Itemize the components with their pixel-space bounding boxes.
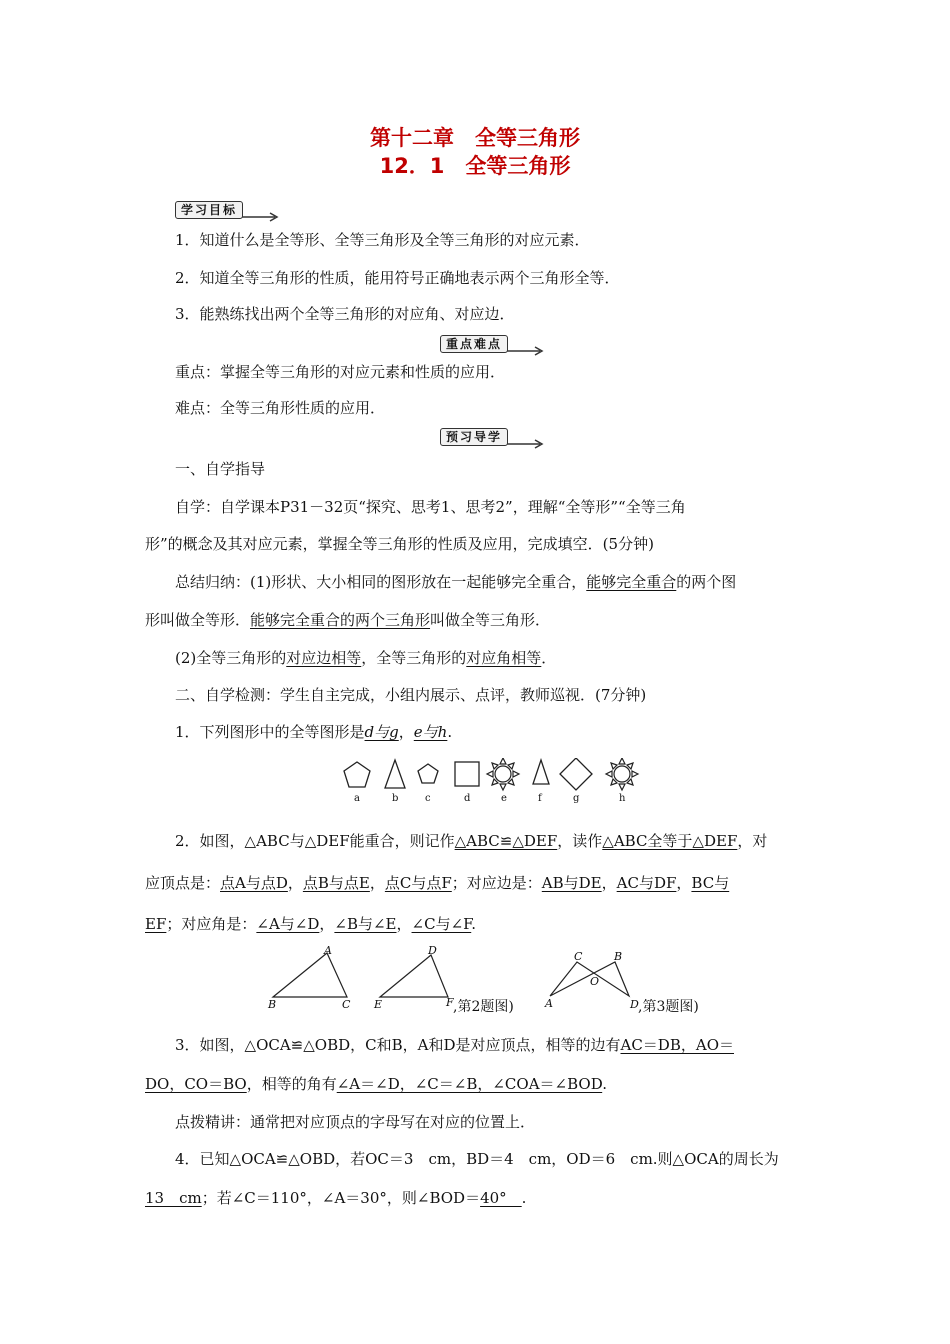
q3-answer: DO，CO＝BO: [145, 1075, 247, 1093]
triangle-shape: [385, 760, 405, 788]
sun-shape: [487, 758, 519, 790]
q2-answer: 点A与点D: [220, 874, 288, 892]
q2-answer: △ABC全等于△DEF: [602, 832, 738, 850]
property-answer-2: 对应角相等: [466, 649, 542, 667]
fig3-label-d: D: [630, 998, 639, 1011]
goal-1: 1．知道什么是全等形、全等三角形及全等三角形的对应元素．: [175, 231, 590, 249]
goal-2: 2．知道全等三角形的性质，能用符号正确地表示两个三角形全等．: [175, 269, 620, 287]
property-text: (2)全等三角形的: [175, 649, 287, 667]
q2-answer: AC与DF: [616, 874, 677, 892]
fig2-label-a: A: [324, 944, 332, 957]
q4-text: .: [521, 1189, 527, 1207]
summary-answer-1: 能够完全重合: [586, 573, 677, 591]
pentagon-shape: [344, 762, 370, 787]
self-study-line2: 形”的概念及其对应元素，掌握全等三角形的性质及应用，完成填空．(5分钟): [145, 535, 654, 553]
fig3-caption: ,第3题图): [638, 999, 699, 1015]
q2-text: ，对: [737, 832, 768, 850]
small-pentagon-shape: [418, 764, 438, 783]
q2-text: ，: [676, 874, 692, 892]
q2-text: ；对应角是：: [166, 915, 257, 933]
property-text: ，全等三角形的: [361, 649, 467, 667]
chapter-title: 第十二章 全等三角形: [370, 126, 580, 150]
triangle-def: [380, 955, 448, 997]
fig3-label-c: C: [574, 950, 583, 963]
fig2-caption: ,第2题图): [453, 999, 514, 1015]
summary-line1: [175, 571, 736, 592]
q1-answer-1: d与g: [364, 723, 399, 741]
part2-heading: 二、自学检测：学生自主完成，小组内展示、点评，教师巡视．(7分钟): [175, 686, 647, 704]
preview-badge: [440, 428, 550, 448]
fig2-label-d: D: [428, 944, 437, 957]
property-line: [175, 647, 556, 668]
fig2-label-f: F: [446, 996, 454, 1009]
q2-text: 2．如图，△ABC与△DEF能重合，则记作: [175, 832, 455, 850]
q3-text: ，相等的角有: [246, 1075, 337, 1093]
q1-text: 1．下列图形中的全等图形是: [175, 723, 365, 741]
question-2-line1: [175, 830, 767, 851]
q1-text: ，: [398, 723, 414, 741]
q2-answer: ∠A与∠D: [256, 915, 320, 933]
q2-text: ，: [369, 874, 385, 892]
property-answer-1: 对应边相等: [286, 649, 362, 667]
q3-answer: ∠A＝∠D，∠C＝∠B，∠COA＝∠BOD: [336, 1075, 603, 1093]
goals-badge: [175, 201, 280, 221]
shape-label-f: f: [538, 793, 542, 804]
q2-text: ；对应边是：: [451, 874, 542, 892]
shape-label-d: d: [464, 793, 471, 804]
property-text: ．: [541, 649, 557, 667]
section-title: 12．1 全等三角形: [379, 154, 571, 178]
shapes-figure: [340, 758, 645, 793]
q4-answer: 40°: [480, 1189, 522, 1207]
question-3-line1: [175, 1034, 734, 1055]
shape-label-c: c: [425, 793, 431, 804]
question-4-line1: 4．已知△OCA≌△OBD，若OC＝3 cm，BD＝4 cm，OD＝6 cm.则△OCA的周长为: [175, 1150, 779, 1168]
q2-answer: ∠C与∠F: [411, 915, 472, 933]
square-shape: [455, 762, 479, 786]
key-points-badge-label: 重点难点: [440, 335, 508, 353]
small-triangle-shape: [533, 760, 549, 784]
question-1: [175, 721, 452, 742]
q4-answer: 13 cm: [145, 1189, 202, 1207]
key-points-badge: [440, 335, 550, 355]
fig2-label-e: E: [374, 998, 383, 1011]
shape-label-g: g: [573, 793, 580, 804]
fig2-label-b: B: [268, 998, 277, 1011]
summary-line2: [145, 609, 550, 630]
fig2-label-c: C: [342, 998, 351, 1011]
preview-badge-label: 预习导学: [440, 428, 508, 446]
goals-badge-label: 学习目标: [175, 201, 243, 219]
shape-label-a: a: [354, 793, 360, 804]
question-4-line2: [145, 1187, 526, 1208]
q4-text: ；若∠C＝110°，∠A＝30°，则∠BOD＝: [201, 1189, 481, 1207]
question-3-line2: [145, 1073, 607, 1094]
part1-heading: 一、自学指导: [175, 460, 266, 478]
question-2-line3: [145, 913, 476, 934]
q2-answer: △ABC≌△DEF: [454, 832, 558, 850]
q2-text: ，读作: [557, 832, 603, 850]
q2-answer: AB与DE: [541, 874, 602, 892]
summary-text: 总结归纳：(1)形状、大小相同的图形放在一起能够完全重合，: [175, 573, 587, 591]
q2-answer: 点C与点F: [384, 874, 452, 892]
q2-answer: EF: [145, 915, 167, 933]
goal-3: 3．能熟练找出两个全等三角形的对应角、对应边．: [175, 305, 515, 323]
q3-answer: AC＝DB，AO＝: [620, 1036, 734, 1054]
q2-text: ，: [287, 874, 303, 892]
q2-text: ，: [319, 915, 335, 933]
fig3-label-o: O: [590, 975, 600, 988]
tip-text: 点拨精讲：通常把对应顶点的字母写在对应的位置上．: [175, 1113, 536, 1131]
summary-text: 叫做全等三角形．: [430, 611, 551, 629]
q2-answer: BC与: [691, 874, 730, 892]
q2-text: ，: [396, 915, 412, 933]
sun-shape: [606, 758, 638, 790]
q3-text: 3．如图，△OCA≌△OBD，C和B，A和D是对应顶点，相等的边有: [175, 1036, 621, 1054]
fig3-label-b: B: [614, 950, 623, 963]
self-study-line1: 自学：自学课本P31－32页“探究、思考1、思考2”，理解“全等形”“全等三角: [175, 498, 686, 516]
shape-label-b: b: [392, 793, 399, 804]
q2-text: .: [471, 915, 476, 933]
q2-text: ，: [601, 874, 617, 892]
q3-text: .: [602, 1075, 607, 1093]
key-important: 重点：掌握全等三角形的对应元素和性质的应用．: [175, 363, 506, 381]
question-2-line2: [145, 872, 729, 893]
triangle-abc: [273, 953, 347, 997]
diamond-shape: [560, 758, 592, 790]
key-difficult: 难点：全等三角形性质的应用．: [175, 399, 386, 417]
fig3-label-a: A: [545, 997, 553, 1010]
q2-answer: ∠B与∠E: [334, 915, 397, 933]
shape-label-e: e: [501, 793, 507, 804]
q1-text: .: [447, 723, 453, 741]
summary-answer-2: 能够完全重合的两个三角形: [250, 611, 431, 629]
summary-text: 的两个图: [676, 573, 737, 591]
q2-answer: 点B与点E: [302, 874, 370, 892]
shape-label-h: h: [619, 793, 626, 804]
summary-text: 形叫做全等形．: [145, 611, 251, 629]
q2-text: 应顶点是：: [145, 874, 221, 892]
q1-answer-2: e与h: [413, 723, 448, 741]
